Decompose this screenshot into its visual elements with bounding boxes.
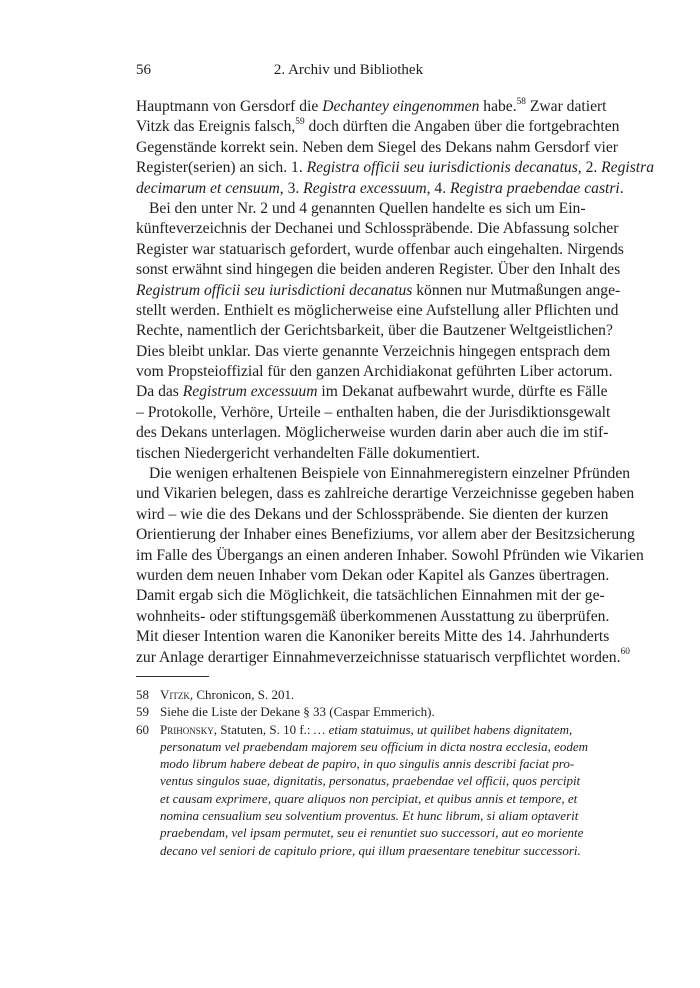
text-line <box>136 505 609 525</box>
text-line <box>136 423 609 443</box>
text-run: des Dekans unterlagen. Möglicherweise wurden darin aber auch die im stif- <box>136 424 609 442</box>
text-run: künfteverzeichnis der Dechanei und Schlosspräbende. Die Abfassung solcher <box>136 220 619 238</box>
text-run: Orientierung der Inhaber eines Benefiziums, vor allem aber der Besitzsicherung <box>136 526 635 544</box>
italic-text: modo librum habere debeat de papiro, in quo singulis annis describi faciat pro- <box>160 756 575 772</box>
text-run: Dies bleibt unklar. Das vierte genannte Verzeichnis hingegen entsprach dem <box>136 342 611 360</box>
author-name: Vitzk <box>160 687 190 702</box>
text-run: und Vikarien belegen, dass es zahlreiche derartige Verzeichnisse gegeben haben <box>136 485 635 503</box>
text-line <box>136 240 624 260</box>
footnote-rule <box>136 676 209 677</box>
text-run: , Statuten, S. 10 f.: <box>213 721 314 737</box>
footnote-line <box>160 807 579 824</box>
text-line <box>136 444 561 464</box>
text-line <box>136 260 621 280</box>
footnote-ref: 60 <box>620 647 630 658</box>
footnote-line <box>160 686 561 703</box>
footnote-line <box>160 721 573 738</box>
footnote-number: 59 <box>136 704 149 720</box>
footnote-line <box>160 824 584 841</box>
text-run: Gegenstände korrekt sein. Neben dem Siegel des Dekans nahm Gersdorf vier <box>136 138 618 156</box>
footnote-ref: 58 <box>516 96 526 107</box>
page-number: 56 <box>136 62 151 78</box>
italic-text: personatum vel praebendam majorem seu officium in dicta nostra ecclesia, eodem <box>160 738 589 754</box>
footnote-number: 58 <box>136 687 149 702</box>
footnotes <box>136 686 589 859</box>
text-run: Register(serien) an sich. 1. <box>136 159 307 177</box>
italic-text: ventus singulos suae, dignitatis, personatus, praebendae vel officii, quos percipit <box>160 773 581 789</box>
text-run: vom Propsteioffizial für den ganzen Archidiakonat geführten Liber actorum. <box>136 363 613 381</box>
italic-text: Dechantey eingenommen <box>322 98 480 115</box>
text-run: habe. <box>479 98 517 115</box>
italic-text: Registra <box>601 159 654 177</box>
text-run: können nur Mutmaßungen ange- <box>412 281 621 299</box>
text-run: zur Anlage derartiger Einnahmeverzeichnisse statuarisch verpflichtet worden. <box>136 648 621 666</box>
text-line <box>136 382 608 402</box>
text-run: Zwar datiert <box>525 98 607 115</box>
text-run: Bei den unter Nr. 2 und 4 genannten Quellen handelte es sich um Ein- <box>149 199 586 217</box>
text-line <box>136 138 618 158</box>
text-run: Siehe die Liste der Dekane § 33 (Caspar Emmerich). <box>160 704 435 720</box>
text-run: wird – wie die des Dekans und der Schlosspräbende. Sie dienten der kurzen <box>136 505 609 523</box>
text-line <box>136 627 610 647</box>
footnote <box>136 686 561 703</box>
text-run: – Protokolle, Verhöre, Urteile – enthalten haben, die der Jurisdiktionsgewalt <box>136 403 611 421</box>
italic-text: et causam exprimere, quare aliquos non percipiat, et quibus annis et tempore, et <box>160 790 578 806</box>
text-run: Hauptmann von Gersdorf die <box>136 98 323 115</box>
italic-text: decano vel seniori de capitulo priore, qui illum praesentare tenebitur successori. <box>160 842 581 858</box>
body-text <box>136 96 654 668</box>
footnote-line <box>160 703 561 720</box>
text-run: sonst erwähnt sind hingegen die beiden anderen Register. Über den Inhalt des <box>136 261 621 279</box>
footnote-line <box>160 790 578 807</box>
footnote-line <box>160 842 581 859</box>
italic-text: nomina censualium seu solventium proventus. Et hunc librum, si aliam optaverit <box>160 808 579 824</box>
text-run: , 2. <box>577 159 602 177</box>
text-line <box>136 484 635 504</box>
footnote-line <box>160 755 575 772</box>
text-line <box>136 179 624 199</box>
italic-text: praebendam, vel ipsam permutet, seu ei renuntiet suo successori, aut eo moriente <box>160 825 584 841</box>
text-line <box>136 199 586 219</box>
italic-text: Registra excessuum <box>303 179 427 197</box>
text-line <box>136 403 611 423</box>
italic-text: Registrum excessuum <box>182 383 318 401</box>
italic-text: Registrum officii seu iurisdictioni decanatus <box>136 281 413 299</box>
text-line <box>136 321 613 341</box>
text-line <box>136 525 635 545</box>
text-run: Die wenigen erhaltenen Beispiele von Einnahmeregistern einzelner Pfründen <box>149 465 631 483</box>
text-run: doch dürften die Angaben über die fortgebrachten <box>304 118 620 136</box>
text-line <box>136 96 607 117</box>
text-run: wurden dem neuen Inhaber vom Dekan oder Kapitel als Ganzes übertragen. <box>136 566 610 584</box>
text-line <box>136 464 631 484</box>
text-line <box>136 607 610 627</box>
text-run: im Dekanat aufbewahrt wurde, dürfte es Fälle <box>317 383 608 401</box>
text-run: , 3. <box>279 179 304 197</box>
footnote-text <box>160 703 561 720</box>
text-line <box>136 219 619 239</box>
text-line <box>136 301 619 321</box>
text-line <box>136 647 630 668</box>
italic-text: Registra officii seu iurisdictionis decanatus <box>306 159 578 177</box>
text-run: Rechte, namentlich der Gerichtsbarkeit, über die Bautzener Weltgeistlichen? <box>136 322 613 340</box>
running-title: 2. Archiv und Bibliothek <box>273 62 424 78</box>
text-run: Vitzk das Ereignis falsch, <box>136 118 296 136</box>
footnote-line <box>160 738 589 755</box>
text-run: wohnheits- oder stiftungsgemäß überkommenen Ausstattung zu überprüfen. <box>136 607 610 625</box>
footnote <box>136 703 561 720</box>
italic-text: Registra praebendae castri <box>449 179 620 197</box>
author-name: Prihonsky <box>160 721 214 737</box>
page-header <box>136 62 561 84</box>
text-run: , 4. <box>426 179 450 197</box>
text-line <box>136 586 605 606</box>
text-run: Da das <box>136 383 183 401</box>
footnote-number: 60 <box>136 721 149 737</box>
text-line <box>136 342 611 362</box>
italic-text: … etiam statuimus, ut quilibet habens dignitatem, <box>313 721 573 737</box>
text-run: . <box>619 179 624 197</box>
footnote-text <box>160 721 589 859</box>
text-run: Damit ergab sich die Möglichkeit, die tatsächlichen Einnahmen mit der ge- <box>136 587 605 605</box>
text-line <box>136 158 654 178</box>
footnote-line <box>160 772 581 789</box>
text-line <box>136 281 621 301</box>
text-run: stellt werden. Enthielt es möglicherweise eine Aufstellung aller Pflichten und <box>136 301 619 319</box>
text-run: , Chronicon, S. 201. <box>189 687 295 702</box>
text-line <box>136 362 613 382</box>
text-run: tischen Niedergericht verhandelten Fälle dokumentiert. <box>136 444 480 462</box>
text-run: Register war statuarisch gefordert, wurde offenbar auch eingehalten. Nirgends <box>136 240 624 258</box>
footnote-text <box>160 686 561 703</box>
text-run: Mit dieser Intention waren die Kanoniker bereits Mitte des 14. Jahrhunderts <box>136 628 610 646</box>
text-line <box>136 566 610 586</box>
text-line <box>136 546 644 566</box>
italic-text: decimarum et censuum <box>136 179 280 197</box>
footnote-ref: 59 <box>295 117 305 128</box>
text-line <box>136 117 620 137</box>
footnote <box>136 721 589 859</box>
text-run: im Falle des Übergangs an einen anderen Inhaber. Sowohl Pfründen wie Vikarien <box>136 546 644 564</box>
